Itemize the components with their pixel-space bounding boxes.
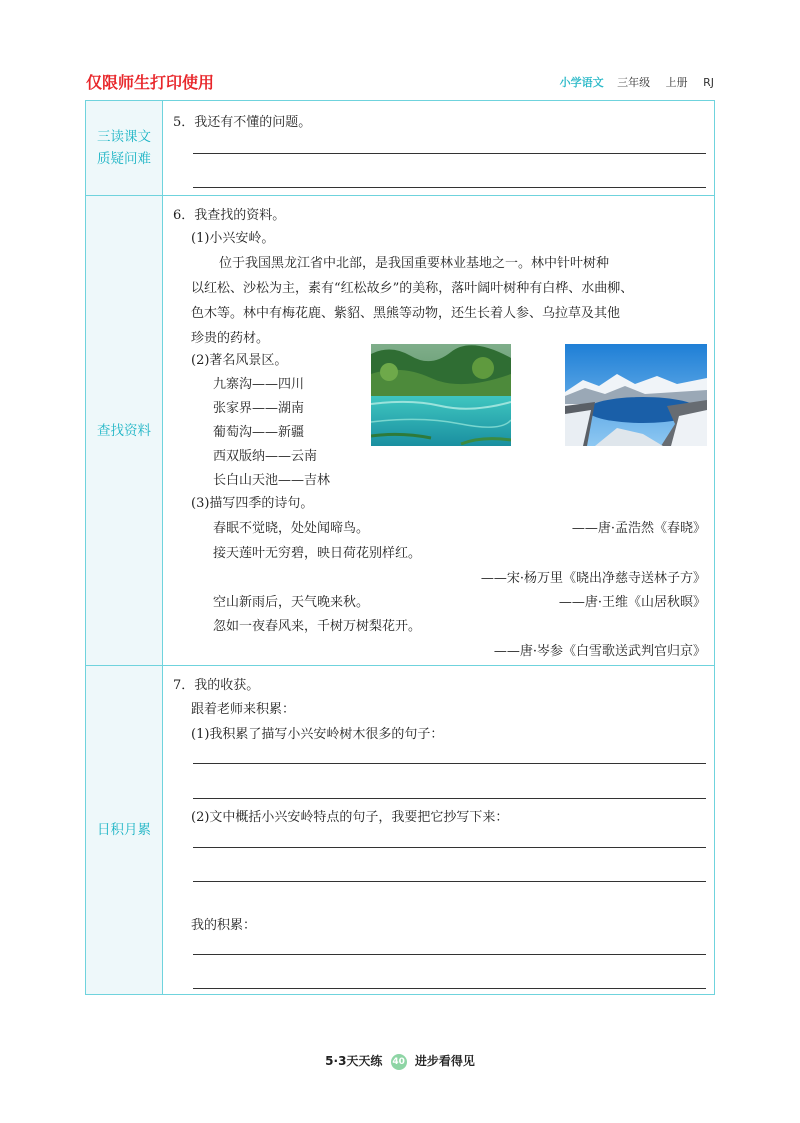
tianchi-photo [565, 344, 707, 446]
sub1-prompt: (1)我积累了描写小兴安岭树木很多的句子： [191, 727, 444, 742]
label-cell-research [86, 196, 163, 665]
question-7: 7．我的收获。 [173, 678, 260, 693]
sub2-prompt: (2)文中概括小兴安岭特点的句子，我要把它抄写下来： [191, 810, 509, 825]
slogan-label: 进步看得见 [414, 1054, 475, 1068]
scenic-item: 张家界——湖南 [213, 401, 305, 416]
print-notice: 仅限师生打印使用 [86, 73, 215, 92]
write-line[interactable] [193, 847, 706, 848]
sub1-title: (1)小兴安岭。 [191, 231, 275, 246]
write-line[interactable] [193, 881, 706, 882]
write-line[interactable] [193, 153, 706, 154]
row-questions [86, 101, 714, 196]
question-6: 6．我查找的资料。 [173, 208, 286, 223]
poem-source: ——唐·岑参《白雪歌送武判官归京》 [493, 644, 706, 659]
sub2-title: (2)著名风景区。 [191, 353, 288, 368]
label-cell-accumulation [86, 666, 163, 994]
scenic-item: 长白山天池——吉林 [213, 473, 331, 488]
question-5: 5．我还有不懂的问题。 [173, 115, 312, 130]
mine-prompt: 我的积累： [191, 918, 257, 933]
page-number: 40 [391, 1054, 407, 1070]
sub3-title: (3)描写四季的诗句。 [191, 496, 314, 511]
poem-source: ——唐·王维《山居秋暝》 [558, 595, 706, 610]
jiuzhaigou-photo [371, 344, 511, 446]
write-line[interactable] [193, 988, 706, 989]
scenic-item: 葡萄沟——新疆 [213, 425, 305, 440]
content-research [163, 196, 714, 665]
brand-label: 5·3天天练 [325, 1054, 383, 1068]
sub1-text-line: 珍贵的药材。 [191, 331, 270, 346]
label-text: 日积月累 [97, 822, 151, 838]
subject-label: 小学语文 [559, 76, 604, 89]
write-line[interactable] [193, 763, 706, 764]
scenic-item: 九寨沟——四川 [213, 377, 305, 392]
scenic-item: 西双版纳——云南 [213, 449, 318, 464]
sub1-text-line: 以红松、沙松为主，素有“红松故乡”的美称，落叶阔叶树种有白桦、水曲柳、 [191, 281, 634, 296]
label-cell-questions [86, 101, 163, 195]
label-line2: 质疑问难 [97, 151, 151, 167]
volume-label: 上册 [665, 76, 688, 89]
content-accumulation [163, 666, 714, 994]
poem-line: 空山新雨后，天气晚来秋。 [213, 595, 370, 610]
sub1-text-line: 色木等。林中有梅花鹿、紫貂、黑熊等动物，还生长着人参、乌拉草及其他 [191, 306, 621, 321]
poem-line: 接天莲叶无穷碧，映日荷花别样红。 [213, 546, 422, 561]
row-research [86, 196, 714, 666]
page-footer [0, 1052, 800, 1070]
write-line[interactable] [193, 187, 706, 188]
edition-label: RJ [703, 76, 714, 89]
label-line1: 三读课文 [97, 129, 151, 145]
poem-source: ——唐·孟浩然《春晓》 [571, 521, 706, 536]
content-questions [163, 101, 714, 195]
label-text: 查找资料 [97, 422, 151, 439]
poem-line: 忽如一夜春风来，千树万树梨花开。 [213, 619, 422, 634]
poem-line: 春眠不觉晓，处处闻啼鸟。 [213, 521, 370, 536]
poem-source: ——宋·杨万里《晓出净慈寺送林子方》 [480, 571, 706, 586]
book-info [560, 74, 714, 90]
worksheet-table [85, 100, 715, 995]
write-line[interactable] [193, 798, 706, 799]
intro-text: 跟着老师来积累： [191, 702, 296, 717]
write-line[interactable] [193, 954, 706, 955]
row-accumulation [86, 666, 714, 994]
grade-label: 三年级 [617, 76, 651, 89]
sub1-text-line: 位于我国黑龙江省中北部，是我国重要林业基地之一。林中针叶树种 [219, 256, 610, 271]
